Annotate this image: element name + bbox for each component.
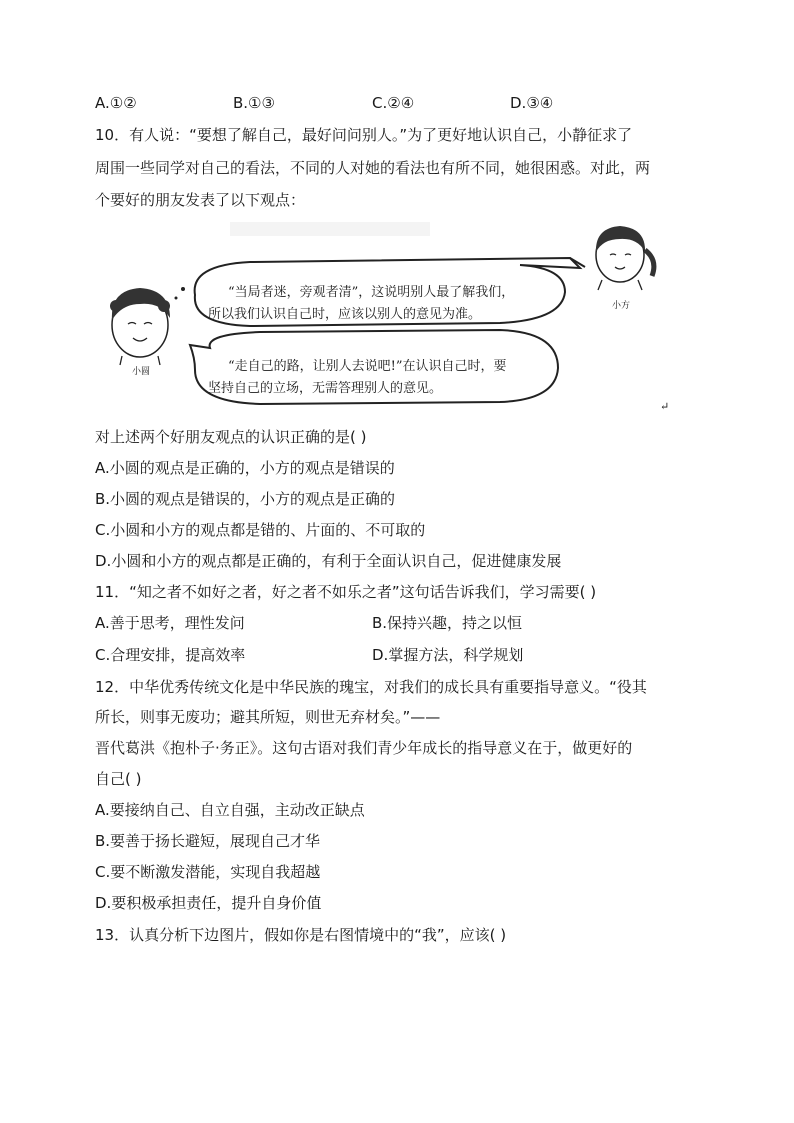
option-d: D.③④	[510, 94, 554, 112]
q12-option-d: D.要积极承担责任，提升自身价值	[95, 894, 322, 912]
q11-option-a: A.善于思考，理性发问	[95, 614, 245, 632]
right-girl-figure	[596, 226, 654, 290]
q12-option-b: B.要善于扬长避短，展现自己才华	[95, 832, 321, 850]
q11-option-c: C.合理安排，提高效率	[95, 646, 246, 664]
q12-option-c: C.要不断激发潜能，实现自我超越	[95, 863, 321, 881]
bubble-1-line-2: 所以我们认识自己时，应该以别人的意见为准。	[208, 307, 482, 322]
q12-line-3: 晋代葛洪《抱朴子·务正》。这句古语对我们青少年成长的指导意义在于，做更好的	[95, 739, 633, 757]
q10-option-c: C.小圆和小方的观点都是错的、片面的、不可取的	[95, 521, 426, 539]
q10-option-d: D.小圆和小方的观点都是正确的，有利于全面认识自己，促进健康发展	[95, 552, 562, 570]
q10-option-b: B.小圆的观点是错误的，小方的观点是正确的	[95, 490, 396, 508]
q12-line-2: 所长，则事无废功；避其所短，则世无弃材矣。”——	[95, 708, 441, 726]
q13-stem: 13．认真分析下边图片，假如你是右图情境中的“我”，应该( )	[95, 926, 507, 944]
q11-option-b: B.保持兴趣，持之以恒	[372, 614, 523, 632]
q12-line-1: 12．中华优秀传统文化是中华民族的瑰宝，对我们的成长具有重要指导意义。“役其	[95, 678, 647, 696]
left-girl-name: 小圆	[132, 367, 151, 377]
q11-stem: 11．“知之者不如好之者，好之者不如乐之者”这句话告诉我们，学习需要( )	[95, 583, 597, 601]
return-mark: ↵	[660, 400, 670, 413]
bubble-2-line-1: “走自己的路，让别人去说吧!”在认识自己时，要	[228, 359, 507, 374]
q10-line-2: 周围一些同学对自己的看法，不同的人对她的看法也有所不同，她很困惑。对此，两	[95, 159, 651, 177]
bubble-2-line-2: 坚持自己的立场，无需答理别人的意见。	[208, 381, 443, 396]
q12-option-a: A.要接纳自己、自立自强，主动改正缺点	[95, 801, 365, 819]
q10-figure	[100, 220, 690, 420]
q10-line-3: 个要好的朋友发表了以下观点：	[95, 191, 306, 209]
q10-option-a: A.小圆的观点是正确的，小方的观点是错误的	[95, 459, 395, 477]
right-girl-name: 小方	[612, 301, 631, 311]
option-b: B.①③	[233, 94, 275, 112]
option-c: C.②④	[372, 94, 415, 112]
q12-line-4: 自己( )	[95, 770, 142, 788]
q11-option-d: D.掌握方法，科学规划	[372, 646, 524, 664]
q10-line-1: 10．有人说：“要想了解自己，最好问问别人。”为了更好地认识自己，小静征求了	[95, 126, 633, 144]
option-a: A.①②	[95, 94, 137, 112]
bubble-1-line-1: “当局者迷，旁观者清”，这说明别人最了解我们，	[228, 285, 515, 300]
q10-stem: 对上述两个好朋友观点的认识正确的是( )	[95, 428, 367, 446]
left-girl-figure	[110, 288, 170, 365]
